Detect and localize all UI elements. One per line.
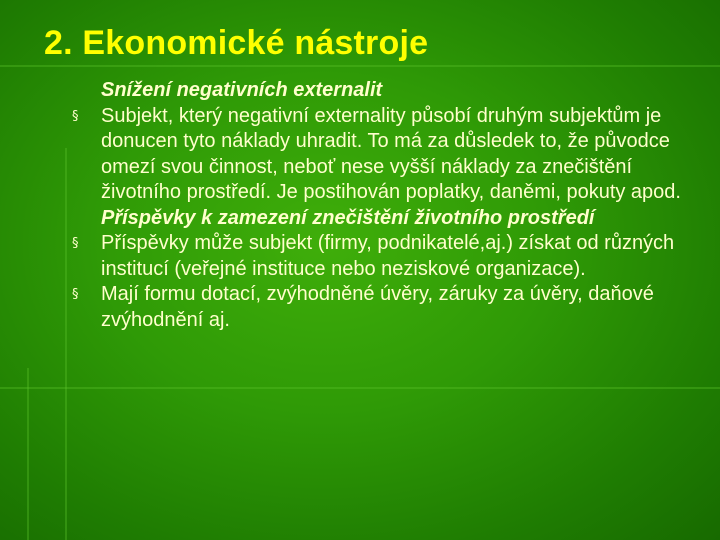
bullet-icon: § <box>72 108 79 124</box>
bullet-icon: § <box>72 236 79 251</box>
slide-content <box>70 78 690 333</box>
bullet-item-forms <box>70 282 690 333</box>
section-heading-contributions: Příspěvky k zamezení znečištění životního prostředí <box>101 206 595 229</box>
bullet-icon: § <box>72 287 79 302</box>
bullet-item-sources <box>70 231 690 282</box>
bullet-text: Subjekt, který negativní externality působí druhým subjektům je donucen tyto náklady uhradit. To má za důsledek to, že původce omezí svou činnost, neboť nese vyšší náklady za znečištění životního prostředí. Je postihován poplatky, daněmi, pokuty apod. <box>101 104 681 203</box>
bullet-item-polluter <box>70 104 690 206</box>
bullet-text: Příspěvky může subjekt (firmy, podnikatelé,aj.) získat od různých institucí (veřejné instituce nebo neziskové organizace). <box>101 232 675 280</box>
section-heading-externalities: Snížení negativních externalit <box>101 79 383 101</box>
bullet-text: Mají formu dotací, zvýhodněné úvěry, záruky za úvěry, daňové zvýhodnění aj. <box>101 283 654 331</box>
slide-title: 2. Ekonomické nástroje <box>44 24 429 62</box>
